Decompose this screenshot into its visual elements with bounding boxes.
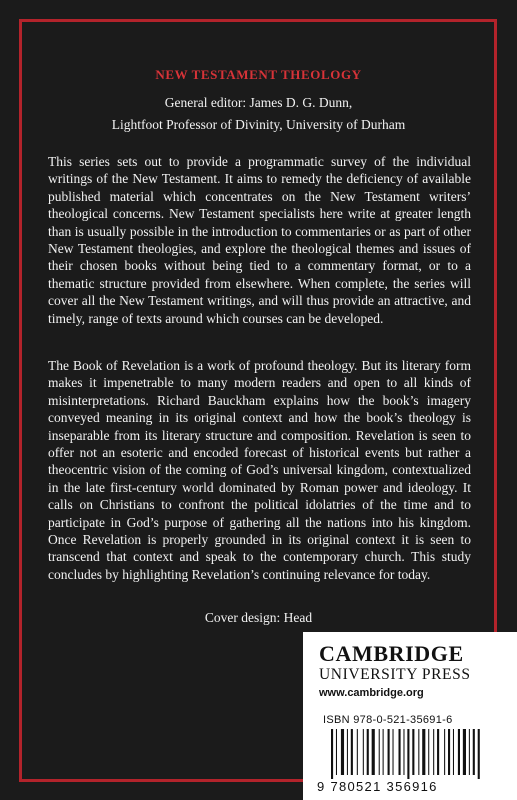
editor-affiliation: Lightfoot Professor of Divinity, University of Durham [111,117,406,132]
isbn-label: ISBN 978-0-521-35691-6 [323,714,453,726]
barcode-bar [363,729,364,775]
barcode-bar [437,729,439,775]
barcode-bar [388,729,390,775]
barcode-bar [428,729,429,775]
barcode-bar [399,729,401,775]
barcode-bar [372,729,375,775]
barcode-bar [458,729,460,775]
barcode-bar [336,729,337,775]
series-description: This series sets out to provide a programmatic survey of the individual writings of the New Testament. It aims to remedy the deficiency of available published material which concentrates on the New Testament writers’ theological concerns. New Testament specialists here write at greater length than is usually possible in the introduction to commentaries or as part of other New Testament theologies, and explore the theological themes and issues of their chosen books without being tied to a commentary format, or to a thematic structure provided from elsewhere. When complete, the series will cover all the New Testament writings, and will thus provide an attractive, and timely, range of texts around which courses can be developed. [48,154,471,326]
barcode-bar [448,729,450,775]
barcode-bar [383,729,384,775]
barcode-icon [329,729,509,779]
barcode-bar [469,729,470,775]
barcode-bar [444,729,445,775]
barcode-bar [403,729,404,775]
barcode-bar [357,729,358,775]
barcode-bar [478,729,480,779]
barcode-bar [347,729,348,775]
barcode-bar [412,729,414,775]
barcode-bar [433,729,434,775]
barcode-bar [463,729,466,775]
barcode-bar [422,729,425,775]
barcode-bar [379,729,380,775]
publisher-url: www.cambridge.org [319,687,424,699]
publisher-subtitle: UNIVERSITY PRESS [319,666,471,683]
barcode-bar [331,729,333,779]
barcode-bar [341,729,344,775]
barcode-bar [418,729,419,775]
barcode-bar [407,729,409,779]
barcode-bar [393,729,394,775]
barcode-bar [473,729,475,775]
cover-design-credit: Cover design: Head [204,610,313,625]
barcode-bar [453,729,454,775]
series-title: NEW TESTAMENT THEOLOGY [155,67,362,82]
barcode-bar [351,729,353,775]
publisher-box [303,632,517,800]
barcode-digits: 9 780521 356916 [317,779,438,794]
general-editor: General editor: James D. G. Dunn, [164,95,353,110]
publisher-name: CAMBRIDGE [319,641,464,666]
book-description: The Book of Revelation is a work of profound theology. But its literary form makes it impenetrable to many modern readers and open to all kinds of misinterpretations. Richard Bauckham explains how the book’s imagery conveyed meaning in its original context and how the book’s theology is inseparable from its literary structure and composition. Revelation is seen to offer not an esoteric and encoded forecast of historical events but rather a theocentric vision of the coming of God’s universal kingdom, contextualized in the late first-century world dominated by Roman power and ideology. It calls on Christians to confront the political idolatries of the time and to participate in God’s purpose of gathering all the nations into his kingdom. Once Revelation is properly grounded in its original context it is seen to transcend that context and speak to the contemporary church. This study concludes by highlighting Revelation’s continuing relevance for today. [48,358,471,582]
barcode-bar [367,729,369,775]
